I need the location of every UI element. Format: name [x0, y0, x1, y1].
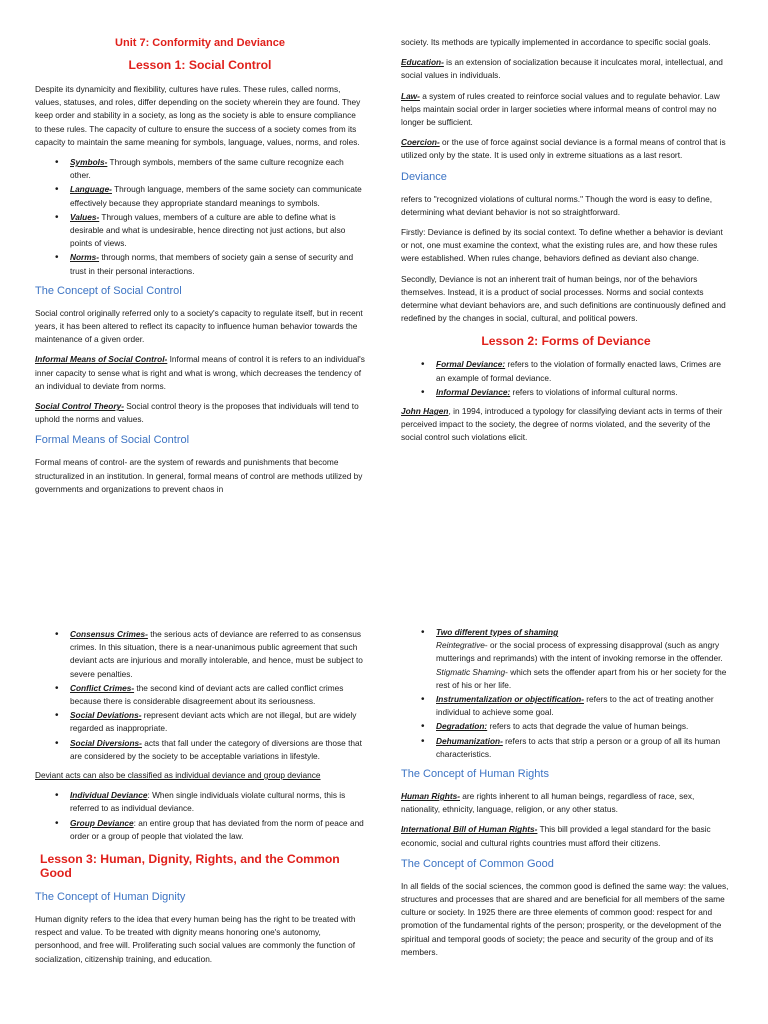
lesson3-title: Lesson 3: Human, Dignity, Rights, and the Common Good: [40, 852, 340, 881]
page1-right-column: [401, 36, 731, 452]
list-item: • Language- Through language, members of the same society can communicate effectively because they appropriate standard meanings to symbols.: [35, 183, 365, 209]
culture-elements-list: [35, 156, 365, 278]
law-paragraph: Law- a system of rules created to reinforce social values and to regulate behavior. Law helps maintain social order in larger societies where informal means of control may no longer be sufficient.: [401, 90, 720, 128]
deviance-heading: Deviance: [401, 170, 447, 183]
crime-types-list: [35, 628, 365, 763]
list-item: • Instrumentalization or objectification- refers to the act of treating another individual to achieve some goal.: [401, 693, 731, 719]
human-rights-paragraph: Human Rights- are rights inherent to all human beings, regardless of race, sex, nationality, ethnicity, language, religion, or any other status.: [401, 791, 695, 815]
informal-means-paragraph: Informal Means of Social Control- Informal means of control it is refers to an individual's inner capacity to sense what is right and what is wrong, which decreases the tendency of an individual to deviate from norms.: [35, 354, 365, 391]
deviance-paragraph-1: refers to "recognized violations of cultural norms." Though the word is easy to define, determining what deviant behavior is not so straightforward.: [401, 193, 713, 217]
formal-means-paragraph: Formal means of control- are the system of rewards and punishments that become structuralized in an institution. In general, formal means of control are methods utilized by governments and organizations to prevent chaos in: [35, 457, 363, 494]
formal-means-heading: Formal Means of Social Control: [35, 434, 190, 447]
deviance-paragraph-3: Secondly, Deviance is not an inherent trait of human beings, nor of the behaviors themselves. Instead, it is a product of social processes. Norms and social contexts determine what deviant behaviors are, and such definitions are continuously defined and redefined by the changes in social, cultural, and political powers.: [401, 273, 726, 324]
deviance-classification-list: [35, 789, 365, 843]
concept-social-control-heading: The Concept of Social Control: [35, 284, 182, 297]
page2-right-column: [401, 626, 731, 966]
list-item: • Dehumanization- refers to acts that strip a person or a group of all its human characteristics.: [401, 735, 731, 761]
list-item: • Symbols- Through symbols, members of the same culture recognize each other.: [35, 156, 365, 182]
unit-title: Unit 7: Conformity and Deviance: [115, 37, 285, 49]
coercion-paragraph: Coercion- or the use of force against social deviance is a formal means of control that is utilized only by the state. It is used only in extreme situations as a last resort.: [401, 137, 726, 161]
lesson2-title: Lesson 2: Forms of Deviance: [481, 334, 651, 349]
page2-left-column: [35, 628, 365, 973]
list-item: • Informal Deviance: refers to violations of informal cultural norms.: [401, 386, 731, 399]
classification-line: Deviant acts can also be classified as individual deviance and group deviance: [35, 770, 321, 781]
list-item: • Social Diversions- acts that fall under the category of diversions are those that are considered by the society to be acceptable variations in lifestyle.: [35, 737, 365, 763]
hagen-paragraph: John Hagen, in 1994, introduced a typology for classifying deviant acts in terms of their perceived impact to the society, the degree of norms violated, and the severity of the social control such violations elicit.: [401, 406, 723, 443]
list-item: • Norms- through norms, that members of society gain a sense of security and trust in their personal interactions.: [35, 251, 365, 277]
list-item: • Consensus Crimes- the serious acts of deviance are referred to as consensus crimes. In this situation, there is a near-unanimous public agreement that such deviant acts are injurious and morally intolerable, and hence, must be subject to severe penalties.: [35, 628, 365, 681]
page1-left-column: [35, 36, 365, 503]
human-dignity-heading: The Concept of Human Dignity: [35, 891, 186, 904]
page-2: [0, 590, 768, 1024]
human-rights-heading: The Concept of Human Rights: [401, 768, 549, 781]
shaming-list: [401, 626, 731, 761]
social-control-theory-paragraph: Social Control Theory- Social control theory is the proposes that individuals will tend to uphold the norms and values.: [35, 401, 359, 425]
continued-paragraph: society. Its methods are typically implemented in accordance to specific social goals.: [401, 37, 711, 47]
list-item: • Degradation: refers to acts that degrade the value of human beings.: [401, 720, 731, 733]
common-good-heading: The Concept of Common Good: [401, 857, 554, 870]
list-item: • Group Deviance: an entire group that has deviated from the norm of peace and order or a group of people that violated the law.: [35, 817, 365, 843]
list-item: • Social Deviations- represent deviant acts which are not illegal, but are widely regarded as inappropriate.: [35, 709, 365, 735]
forms-of-deviance-list: [401, 358, 731, 399]
list-item: • Two different types of shaming Reintegrative- or the social process of expressing disapproval (such as angry mutterings and reprimands) with the intent of invoking remorse in the offender. Stigmatic Shaming- which sets the offender apart from his or her society for the rest of his or her life.: [401, 626, 731, 692]
lesson1-title: Lesson 1: Social Control: [128, 58, 272, 72]
list-item: • Formal Deviance: refers to the violation of formally enacted laws, Crimes are an example of formal deviance.: [401, 358, 731, 384]
list-item: • Conflict Crimes- the second kind of deviant acts are called conflict crimes because there is considerable disagreement about its seriousness.: [35, 682, 365, 708]
list-item: • Individual Deviance: When single individuals violate cultural norms, this is referred to as individual deviance.: [35, 789, 365, 815]
concept-paragraph: Social control originally referred only to a society's capacity to regulate itself, but in recent years, it has been altered to reflect its capacity to influence human behavior towards the maintenance of a given order.: [35, 307, 363, 345]
education-paragraph: Education- is an extension of socialization because it inculcates moral, intellectual, and social values in individuals.: [401, 57, 723, 81]
common-good-paragraph: In all fields of the social sciences, the common good is defined the same way: the values, structures and processes that are shared and are beneficial for all members of the same culture or society. In 1925 there are three elements of common good: respect for and promotion of the fundamental rights of the person; prosperity, or the development of the spiritual and temporal goods of society; the peace and security of the group and of its members.: [401, 880, 729, 957]
list-item: • Values- Through values, members of a culture are able to define what is desirable and what is undesirable, hence directing not just actions, but also points of views.: [35, 211, 365, 251]
intro-paragraph: Despite its dynamicity and flexibility, cultures have rules. These rules, called norms, values, statuses, and roles, differ depending on the society wherein they are found. They keep order and stability in a society, as long as the society is able to ensure compliance to these rules. The capacity of culture to ensure the success of a society comes from its capacity to maintain the same meaning for symbols, language, values, norms, and roles.: [35, 84, 361, 147]
human-dignity-paragraph: Human dignity refers to the idea that every human being has the right to be treated with respect and value. To be treated with dignity means honoring one's autonomy, personhood, and free will. Proliferating such social values are commonly the function of socialization, citizenship training, and education.: [35, 914, 356, 964]
bill-of-rights-paragraph: International Bill of Human Rights- This bill provided a legal standard for the basic economic, social and cultural rights countries must afford their citizens.: [401, 824, 711, 848]
deviance-paragraph-2: Firstly: Deviance is defined by its social context. To define whether a behavior is deviant or not, one must examine the context, what the existing rules are, and how these rules were established. When rules change, behaviors defined as deviant also change.: [401, 227, 723, 264]
